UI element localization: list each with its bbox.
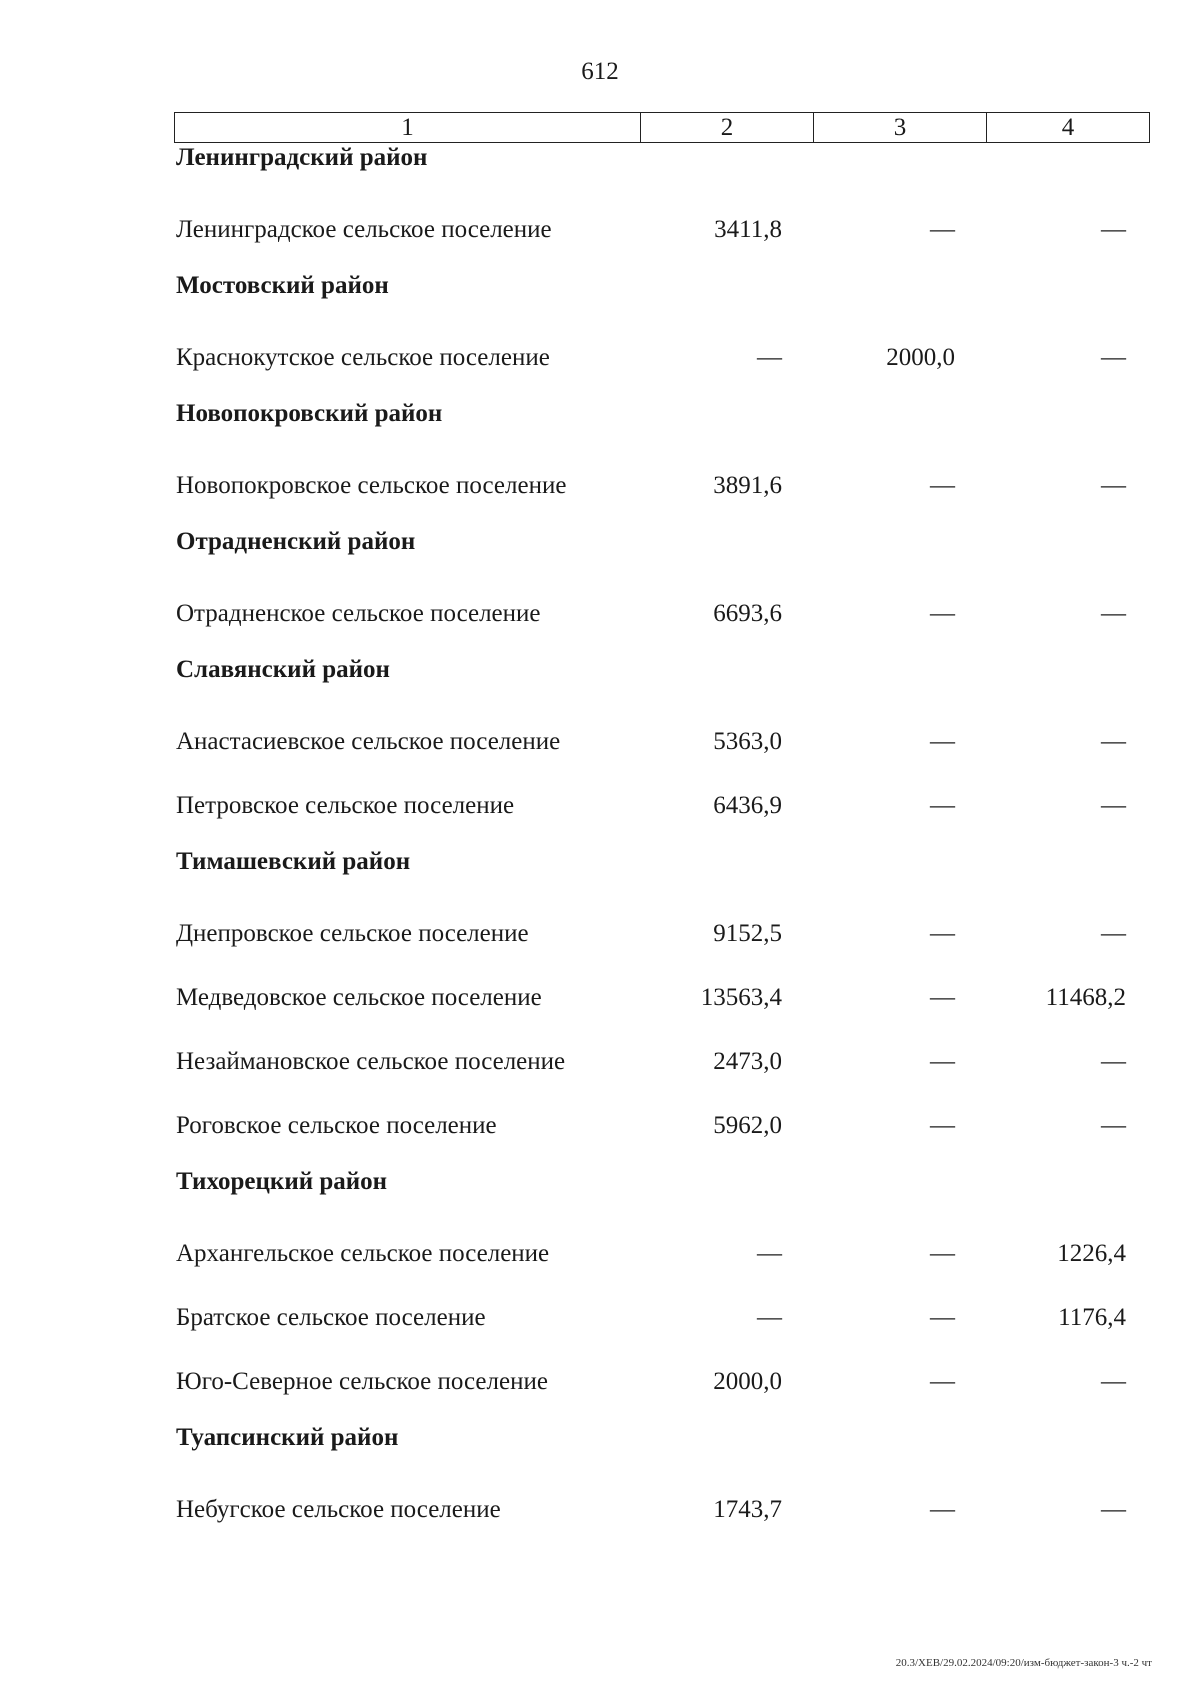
cell-column-2: — (757, 1240, 782, 1267)
cell-column-4: 1226,4 (1057, 1240, 1126, 1267)
cell-column-2: 13563,4 (700, 984, 782, 1011)
district-heading-row (176, 1424, 1151, 1488)
settlement-name: Отрадненское сельское поселение (176, 600, 541, 627)
cell-column-3: — (930, 600, 955, 627)
cell-column-2: 6693,6 (713, 600, 782, 627)
cell-column-3: — (930, 1304, 955, 1331)
cell-column-2: 1743,7 (713, 1496, 782, 1523)
cell-column-3: — (930, 1496, 955, 1523)
cell-column-3: — (930, 984, 955, 1011)
district-heading-row (176, 1168, 1151, 1232)
cell-column-2: — (757, 344, 782, 371)
cell-column-2: 5962,0 (713, 1112, 782, 1139)
cell-column-4: — (1101, 600, 1126, 627)
cell-column-2: 2473,0 (713, 1048, 782, 1075)
district-heading-row (176, 272, 1151, 336)
district-heading-row (176, 848, 1151, 912)
cell-column-3: — (930, 920, 955, 947)
district-name: Новопокровский район (176, 400, 443, 427)
cell-column-3: — (930, 1112, 955, 1139)
district-name: Тимашевский район (176, 848, 411, 875)
table-row (176, 464, 1151, 528)
settlement-name: Новопокровское сельское поселение (176, 472, 567, 499)
table-row (176, 592, 1151, 656)
district-name: Славянский район (176, 656, 390, 683)
settlement-name: Ленинградское сельское поселение (176, 216, 552, 243)
settlement-name: Роговское сельское поселение (176, 1112, 497, 1139)
cell-column-2: 6436,9 (713, 792, 782, 819)
cell-column-4: 1176,4 (1058, 1304, 1126, 1331)
settlement-name: Петровское сельское поселение (176, 792, 515, 819)
cell-column-4: — (1101, 1048, 1126, 1075)
cell-column-4: — (1101, 1496, 1126, 1523)
table-row (176, 912, 1151, 976)
cell-column-3: — (930, 472, 955, 499)
district-name: Тихорецкий район (176, 1168, 388, 1195)
table-row (176, 1360, 1151, 1424)
table-row (176, 1296, 1151, 1360)
column-header-4: 4 (987, 113, 1150, 143)
cell-column-3: — (930, 1368, 955, 1395)
table-row (176, 1232, 1151, 1296)
district-heading-row (176, 400, 1151, 464)
table-row (176, 1040, 1151, 1104)
column-header-3: 3 (814, 113, 987, 143)
district-name: Отрадненский район (176, 528, 416, 555)
cell-column-3: — (930, 728, 955, 755)
cell-column-2: 9152,5 (713, 920, 782, 947)
column-header-2: 2 (641, 113, 814, 143)
district-heading-row (176, 144, 1151, 208)
cell-column-4: — (1101, 1368, 1126, 1395)
district-name: Мостовский район (176, 272, 389, 299)
table-row (176, 976, 1151, 1040)
settlement-name: Днепровское сельское поселение (176, 920, 529, 947)
district-name: Туапсинский район (176, 1424, 399, 1451)
cell-column-2: — (757, 1304, 782, 1331)
cell-column-4: — (1101, 344, 1126, 371)
cell-column-4: — (1101, 216, 1126, 243)
cell-column-3: — (930, 1048, 955, 1075)
table-row (176, 784, 1151, 848)
cell-column-3: — (930, 792, 955, 819)
page-number: 612 (581, 58, 619, 85)
table-row (176, 1488, 1151, 1552)
column-header-1: 1 (175, 113, 641, 143)
cell-column-3: — (930, 1240, 955, 1267)
document-stamp: 20.3/ХЕВ/29.02.2024/09:20/изм-бюджет-закон-3 ч.-2 чт (895, 1657, 1152, 1669)
district-heading-row (176, 656, 1151, 720)
settlement-name: Братское сельское поселение (176, 1304, 486, 1331)
cell-column-4: 11468,2 (1045, 984, 1126, 1011)
cell-column-4: — (1101, 728, 1126, 755)
settlement-name: Юго-Северное сельское поселение (176, 1368, 548, 1395)
table-row (176, 336, 1151, 400)
district-name: Ленинградский район (176, 144, 428, 171)
table-row (176, 720, 1151, 784)
cell-column-2: 3411,8 (714, 216, 782, 243)
district-heading-row (176, 528, 1151, 592)
cell-column-4: — (1101, 920, 1126, 947)
settlement-name: Медведовское сельское поселение (176, 984, 542, 1011)
table-body (176, 144, 1151, 1552)
settlement-name: Архангельское сельское поселение (176, 1240, 550, 1267)
cell-column-4: — (1101, 472, 1126, 499)
settlement-name: Краснокутское сельское поселение (176, 344, 550, 371)
cell-column-2: 2000,0 (713, 1368, 782, 1395)
table-row (176, 208, 1151, 272)
settlement-name: Анастасиевское сельское поселение (176, 728, 561, 755)
cell-column-2: 5363,0 (713, 728, 782, 755)
cell-column-4: — (1101, 1112, 1126, 1139)
table-row (176, 1104, 1151, 1168)
settlement-name: Небугское сельское поселение (176, 1496, 501, 1523)
cell-column-3: 2000,0 (886, 344, 955, 371)
cell-column-2: 3891,6 (713, 472, 782, 499)
cell-column-4: — (1101, 792, 1126, 819)
settlement-name: Незаймановское сельское поселение (176, 1048, 566, 1075)
cell-column-3: — (930, 216, 955, 243)
